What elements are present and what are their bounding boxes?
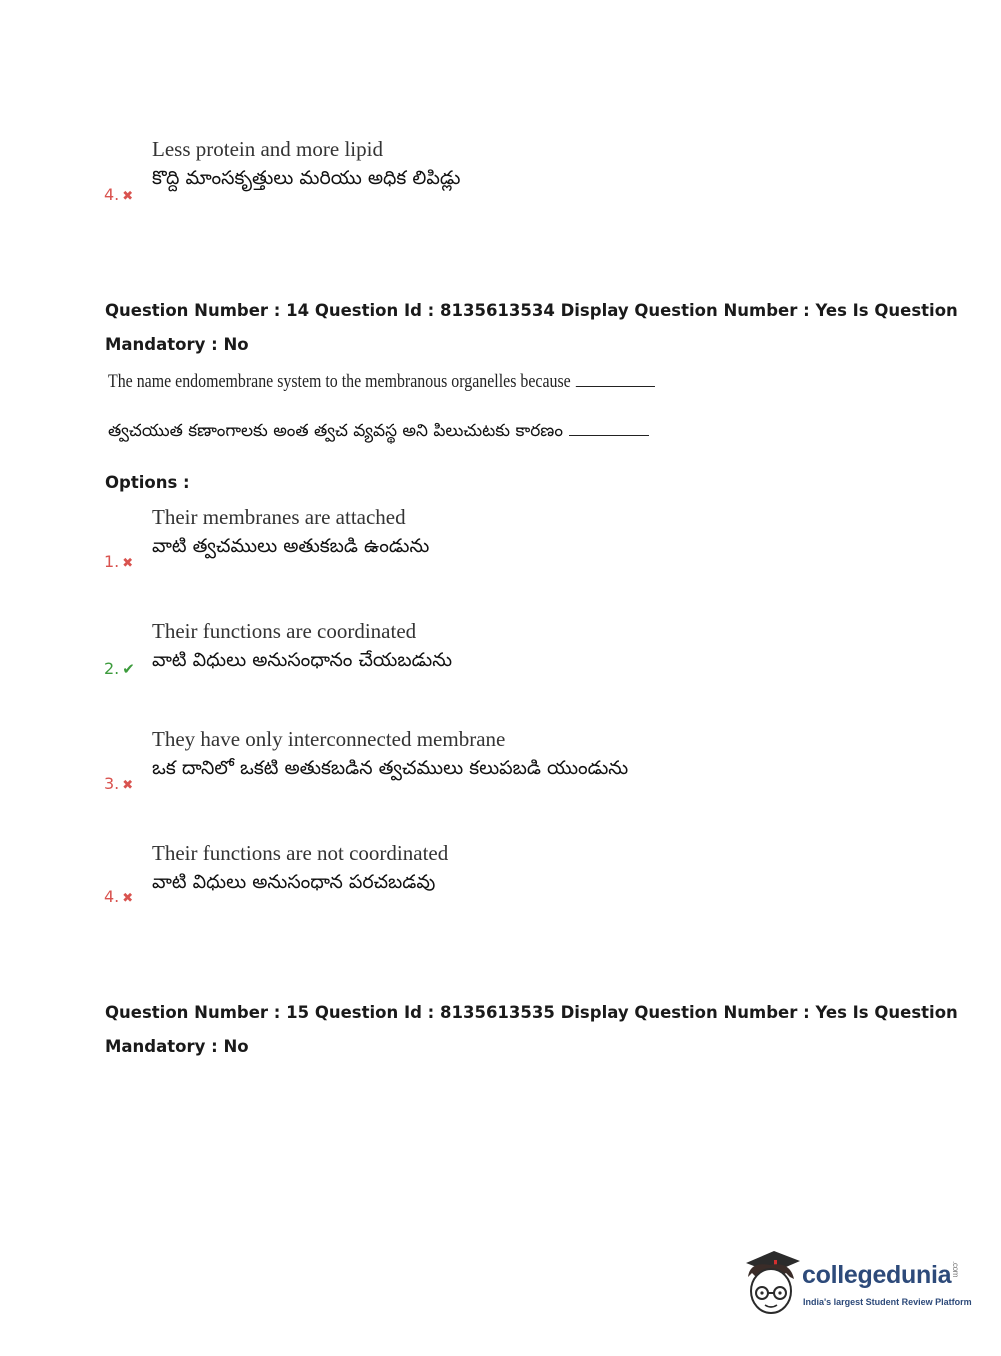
cross-icon: ✖: [122, 189, 134, 204]
options-label: Options :: [105, 473, 190, 492]
option-number: 4.: [104, 887, 120, 906]
option-2-english: Their functions are coordinated: [152, 619, 417, 643]
answer-blank: [576, 372, 655, 387]
check-icon: ✔: [122, 660, 135, 678]
option-2-label: [104, 659, 135, 678]
prev-option-4-english: Less protein and more lipid: [152, 137, 383, 161]
q14-question-telugu: [108, 421, 649, 445]
mascot-icon: [740, 1247, 802, 1317]
cross-icon: ✖: [122, 556, 134, 571]
option-3-english: They have only interconnected membrane: [152, 727, 506, 751]
option-4-label: [104, 887, 133, 906]
cross-icon: ✖: [122, 891, 134, 906]
option-4-english: Their functions are not coordinated: [152, 841, 449, 865]
q15-header-line1: Question Number : 15 Question Id : 8135613535 Display Question Number : Yes Is Question: [105, 1003, 958, 1022]
question-text-telugu: త్వచయుత కణాంగాలకు అంత త్వచ వ్యవస్థ అని పిలుచుటకు కారణం: [108, 421, 563, 441]
cross-icon: ✖: [122, 778, 134, 793]
option-2-telugu: వాటి విధులు అనుసంధానం చేయబడును: [152, 649, 453, 671]
logo-wordmark: [802, 1261, 960, 1290]
q14-header-line2: Mandatory : No: [105, 335, 249, 354]
prev-option-4-label: [104, 185, 133, 204]
brand-name: collegedunia: [802, 1261, 952, 1289]
option-3-label: [104, 774, 133, 793]
option-4-telugu: వాటి విధులు అనుసంధాన పరచబడవు: [152, 871, 436, 893]
option-number: 4.: [104, 185, 120, 204]
q14-header-line1: Question Number : 14 Question Id : 8135613534 Display Question Number : Yes Is Question: [105, 301, 958, 320]
q14-question-english: [108, 372, 655, 393]
question-text: The name endomembrane system to the membranous organelles because: [108, 372, 571, 392]
option-1-english: Their membranes are attached: [152, 505, 406, 529]
option-1-telugu: వాటి త్వచములు అతుకబడి ఉండును: [152, 535, 430, 557]
collegedunia-logo: [740, 1247, 970, 1319]
option-3-telugu: ఒక దానిలో ఒకటి అతుకబడిన త్వచములు కలుపబడి యుండును: [152, 757, 629, 779]
answer-blank: [569, 421, 649, 436]
option-number: 1.: [104, 552, 120, 571]
brand-suffix: .com: [951, 1261, 961, 1278]
option-1-label: [104, 552, 133, 571]
option-number: 3.: [104, 774, 120, 793]
q15-header-line2: Mandatory : No: [105, 1037, 249, 1056]
prev-option-4-telugu: కొద్ది మాంసకృత్తులు మరియు అధిక లిపిడ్లు: [152, 167, 461, 189]
option-number: 2.: [104, 659, 120, 678]
logo-tagline: India's largest Student Review Platform: [803, 1297, 972, 1307]
